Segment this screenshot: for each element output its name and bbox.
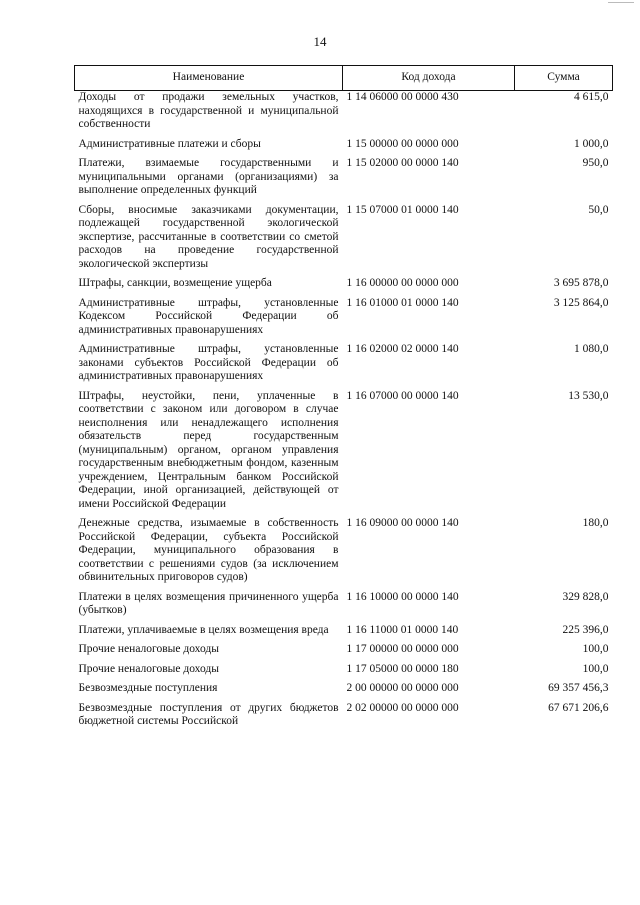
page-number: 14 <box>313 34 327 49</box>
table-header-row <box>75 66 613 91</box>
cell-name: Платежи в целях возмещения причиненного ущерба (убытков) <box>78 590 339 616</box>
cell-name: Сборы, вносимые заказчиками документации, подлежащей государственной экологической экспертизе, рассчитанные в соответствии со сметой расходов на проведение государственной экологической экспертизы <box>78 203 339 270</box>
cell-name: Безвозмездные поступления от других бюджетов бюджетной системы Российской <box>78 701 339 727</box>
cell-sum: 100,0 <box>582 662 609 675</box>
cell-code: 2 02 00000 00 0000 000 <box>346 701 459 714</box>
cell-code: 1 14 06000 00 0000 430 <box>346 91 459 103</box>
cell-name: Денежные средства, изымаемые в собственность Российской Федерации, субъекта Российской Федерации, муниципального образования в соответствии с решениями судов (за исключением обвинительных приговоров судов) <box>78 517 339 583</box>
table-row <box>75 204 613 278</box>
table-row <box>75 91 613 138</box>
cell-code: 1 15 07000 01 0000 140 <box>346 203 459 216</box>
table-row <box>75 643 613 663</box>
table-row <box>75 663 613 683</box>
header-sum: Сумма <box>515 66 613 91</box>
cell-name: Доходы от продажи земельных участков, находящихся в государственной и муниципальной собственности <box>78 91 339 130</box>
cell-name: Штрафы, санкции, возмещение ущерба <box>78 277 272 289</box>
cell-sum: 3 125 864,0 <box>553 296 609 309</box>
cell-code: 1 17 00000 00 0000 000 <box>346 643 459 655</box>
cell-sum: 1 080,0 <box>574 343 609 355</box>
cell-name: Прочие неналоговые доходы <box>78 643 219 655</box>
scan-edge-mark <box>608 2 634 3</box>
cell-name: Безвозмездные поступления <box>78 682 218 694</box>
cell-name: Платежи, уплачиваемые в целях возмещения вреда <box>78 623 329 636</box>
cell-code: 1 15 02000 00 0000 140 <box>346 157 459 169</box>
cell-name: Штрафы, неустойки, пени, уплаченные в соответствии с законом или договором в случае неисполнения или ненадлежащего исполнения обязательств перед государственным (муниципальным) органом, органом управления государственным внебюджетным фондом, казенным учреждением, Центральным банком Российской Федерации, иной организацией, действующей от имени Российской Федерации <box>78 389 339 510</box>
cell-sum: 4 615,0 <box>574 91 609 103</box>
cell-sum: 13 530,0 <box>568 389 609 402</box>
cell-code: 1 17 05000 00 0000 180 <box>346 662 459 675</box>
table-row <box>75 297 613 344</box>
cell-code: 1 16 02000 02 0000 140 <box>346 343 459 355</box>
cell-sum: 50,0 <box>588 203 609 216</box>
cell-code: 1 16 10000 00 0000 140 <box>346 590 459 603</box>
cell-code: 1 15 00000 00 0000 000 <box>346 137 459 150</box>
header-name: Наименование <box>75 66 343 91</box>
cell-sum: 180,0 <box>582 517 609 529</box>
table-row <box>75 624 613 644</box>
cell-name: Административные штрафы, установленные Кодексом Российской Федерации об административных правонарушениях <box>78 296 339 336</box>
cell-code: 1 16 00000 00 0000 000 <box>346 277 459 289</box>
table-row <box>75 138 613 158</box>
cell-name: Административные штрафы, установленные законами субъектов Российской Федерации об административных правонарушениях <box>78 343 339 382</box>
cell-sum: 100,0 <box>582 643 609 655</box>
revenue-table-container <box>74 65 613 735</box>
table-row <box>75 702 613 735</box>
cell-sum: 329 828,0 <box>562 590 609 603</box>
cell-name: Прочие неналоговые доходы <box>78 662 219 675</box>
cell-sum: 1 000,0 <box>574 137 609 150</box>
table-row <box>75 390 613 518</box>
cell-sum: 67 671 206,6 <box>548 701 609 714</box>
table-row <box>75 343 613 390</box>
cell-sum: 69 357 456,3 <box>548 682 609 694</box>
table-row <box>75 157 613 204</box>
cell-code: 2 00 00000 00 0000 000 <box>346 682 459 694</box>
cell-name: Административные платежи и сборы <box>78 137 261 150</box>
cell-name: Платежи, взимаемые государственными и муниципальными органами (организациями) за выполнение определенных функций <box>78 157 339 196</box>
table-row <box>75 591 613 624</box>
table-row <box>75 277 613 297</box>
cell-code: 1 16 01000 01 0000 140 <box>346 296 459 309</box>
cell-sum: 225 396,0 <box>562 623 609 636</box>
table-row <box>75 517 613 591</box>
header-code: Код дохода <box>343 66 515 91</box>
revenue-table <box>74 65 613 735</box>
cell-code: 1 16 07000 00 0000 140 <box>346 389 459 402</box>
cell-code: 1 16 11000 01 0000 140 <box>346 623 459 636</box>
cell-sum: 950,0 <box>582 157 609 169</box>
cell-sum: 3 695 878,0 <box>553 277 609 289</box>
table-row <box>75 682 613 702</box>
cell-code: 1 16 09000 00 0000 140 <box>346 517 459 529</box>
